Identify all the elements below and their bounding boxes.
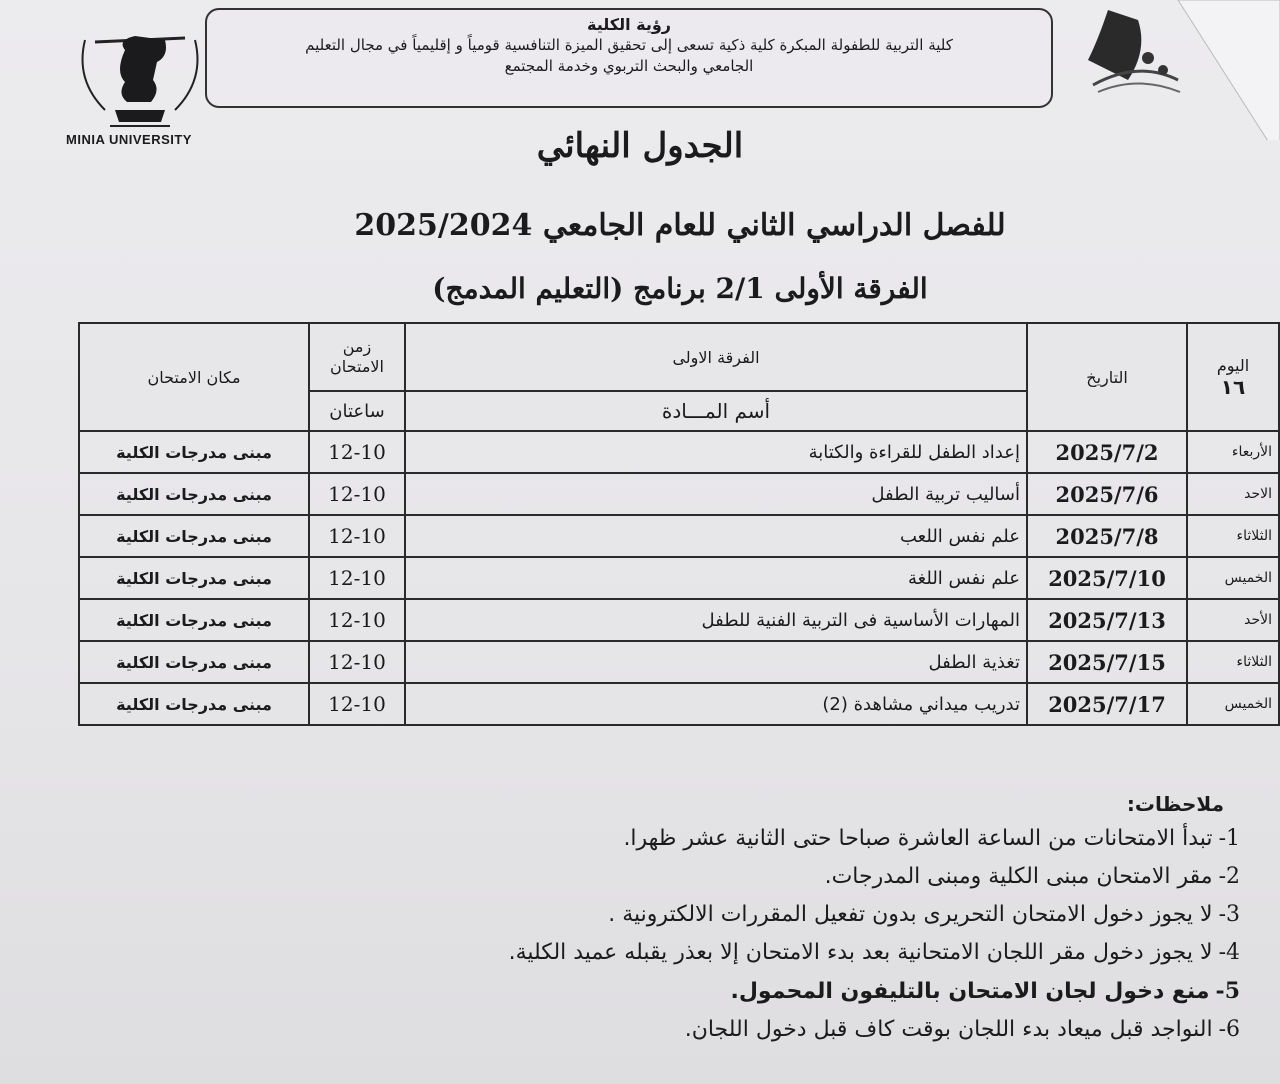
header-date: التاريخ — [1027, 323, 1187, 431]
subject-cell: أساليب تربية الطفل — [405, 473, 1027, 515]
subject-cell: المهارات الأساسية فى التربية الفنية للطفل — [405, 599, 1027, 641]
time-cell: 12-10 — [309, 515, 405, 557]
group-subtitle: الفرقة الأولى 2/1 برنامج (التعليم المدمج) — [432, 272, 928, 305]
subject-cell: تدريب ميداني مشاهدة (2) — [405, 683, 1027, 725]
day-cell: الخميس — [1187, 683, 1279, 725]
time-cell: 12-10 — [309, 431, 405, 473]
note-text: النواجد قبل ميعاد بدء اللجان بوقت كاف قبل دخول اللجان. — [684, 1017, 1213, 1042]
table-row — [79, 683, 1279, 725]
subject-cell: علم نفس اللغة — [405, 557, 1027, 599]
semester-subtitle: للفصل الدراسي الثاني للعام الجامعي 2025/2024 — [354, 208, 1006, 243]
header-day — [1187, 323, 1279, 431]
time-cell: 12-10 — [309, 599, 405, 641]
place-cell: مبنى مدرجات الكلية — [79, 683, 309, 725]
note-text: لا يجوز دخول الامتحان التحريرى بدون تفعيل المقررات الالكترونية . — [608, 902, 1213, 927]
header-day-label: اليوم — [1216, 355, 1250, 375]
place-cell: مبنى مدرجات الكلية — [79, 473, 309, 515]
time-cell: 12-10 — [309, 683, 405, 725]
date-cell: 2025/7/6 — [1027, 473, 1187, 515]
note-number: 4- — [1218, 940, 1240, 965]
note-number: 2- — [1218, 864, 1240, 889]
date-cell: 2025/7/8 — [1027, 515, 1187, 557]
header-day-note: ١٦ — [1220, 374, 1246, 399]
place-cell: مبنى مدرجات الكلية — [79, 431, 309, 473]
schedule-table — [78, 322, 1280, 726]
note-item — [80, 972, 1240, 1011]
table-row — [79, 473, 1279, 515]
day-cell: الثلاثاء — [1187, 515, 1279, 557]
time-cell: 12-10 — [309, 641, 405, 683]
date-cell: 2025/7/2 — [1027, 431, 1187, 473]
note-text: لا يجوز دخول مقر اللجان الامتحانية بعد بدء الامتحان إلا بعذر يقبله عميد الكلية. — [508, 940, 1213, 965]
faculty-emblem-icon — [1068, 0, 1280, 140]
date-cell: 2025/7/10 — [1027, 557, 1187, 599]
note-item — [80, 858, 1240, 896]
day-cell: الثلاثاء — [1187, 641, 1279, 683]
date-cell: 2025/7/15 — [1027, 641, 1187, 683]
note-number: 6- — [1218, 1017, 1240, 1042]
faculty-logo — [1068, 0, 1280, 140]
note-number: 5- — [1215, 978, 1240, 1004]
note-text: تبدأ الامتحانات من الساعة العاشرة صباحا حتى الثانية عشر ظهرا. — [623, 826, 1213, 851]
table-row — [79, 515, 1279, 557]
header-subject: أسم المـــادة — [405, 391, 1027, 431]
table-row — [79, 557, 1279, 599]
note-item — [80, 1011, 1240, 1049]
vision-line-2: الجامعي والبحث التربوي وخدمة المجتمع — [504, 57, 754, 75]
note-number: 1- — [1218, 826, 1240, 851]
subject-cell: تغذية الطفل — [405, 641, 1027, 683]
time-cell: 12-10 — [309, 473, 405, 515]
subject-cell: علم نفس اللعب — [405, 515, 1027, 557]
day-cell: الأربعاء — [1187, 431, 1279, 473]
note-number: 3- — [1218, 902, 1240, 927]
schedule-table-wrap — [70, 322, 1280, 782]
place-cell: مبنى مدرجات الكلية — [79, 599, 309, 641]
table-row — [79, 599, 1279, 641]
place-cell: مبنى مدرجات الكلية — [79, 515, 309, 557]
header-duration: زمن الامتحان — [309, 323, 405, 391]
note-item — [80, 820, 1240, 858]
day-cell: الأحد — [1187, 599, 1279, 641]
date-cell: 2025/7/17 — [1027, 683, 1187, 725]
subject-cell: إعداد الطفل للقراءة والكتابة — [405, 431, 1027, 473]
vision-line-1: كلية التربية للطفولة المبكرة كلية ذكية تسعى إلى تحقيق الميزة التنافسية قومياً و إقليمياً في مجال التعليم — [305, 36, 953, 54]
note-text: مقر الامتحان مبنى الكلية ومبنى المدرجات. — [824, 864, 1213, 889]
university-name-en: MINIA UNIVERSITY — [66, 132, 192, 147]
header-group: الفرقة الاولى — [405, 323, 1027, 391]
vision-box — [205, 8, 1053, 108]
notes-list — [80, 812, 1240, 1049]
place-cell: مبنى مدرجات الكلية — [79, 641, 309, 683]
notes-title: ملاحظات: — [1126, 792, 1224, 816]
place-cell: مبنى مدرجات الكلية — [79, 557, 309, 599]
day-cell: الخميس — [1187, 557, 1279, 599]
nefertiti-emblem-icon — [65, 10, 215, 140]
header-place: مكان الامتحان — [79, 323, 309, 431]
note-item — [80, 896, 1240, 934]
vision-title: رؤية الكلية — [587, 15, 671, 34]
day-cell: الاحد — [1187, 473, 1279, 515]
header-duration-value: ساعتان — [309, 391, 405, 431]
date-cell: 2025/7/13 — [1027, 599, 1187, 641]
table-row — [79, 431, 1279, 473]
time-cell: 12-10 — [309, 557, 405, 599]
note-item — [80, 934, 1240, 972]
table-row — [79, 641, 1279, 683]
page-title: الجدول النهائي — [536, 126, 744, 166]
note-text: منع دخول لجان الامتحان بالتليفون المحمول. — [730, 979, 1210, 1004]
